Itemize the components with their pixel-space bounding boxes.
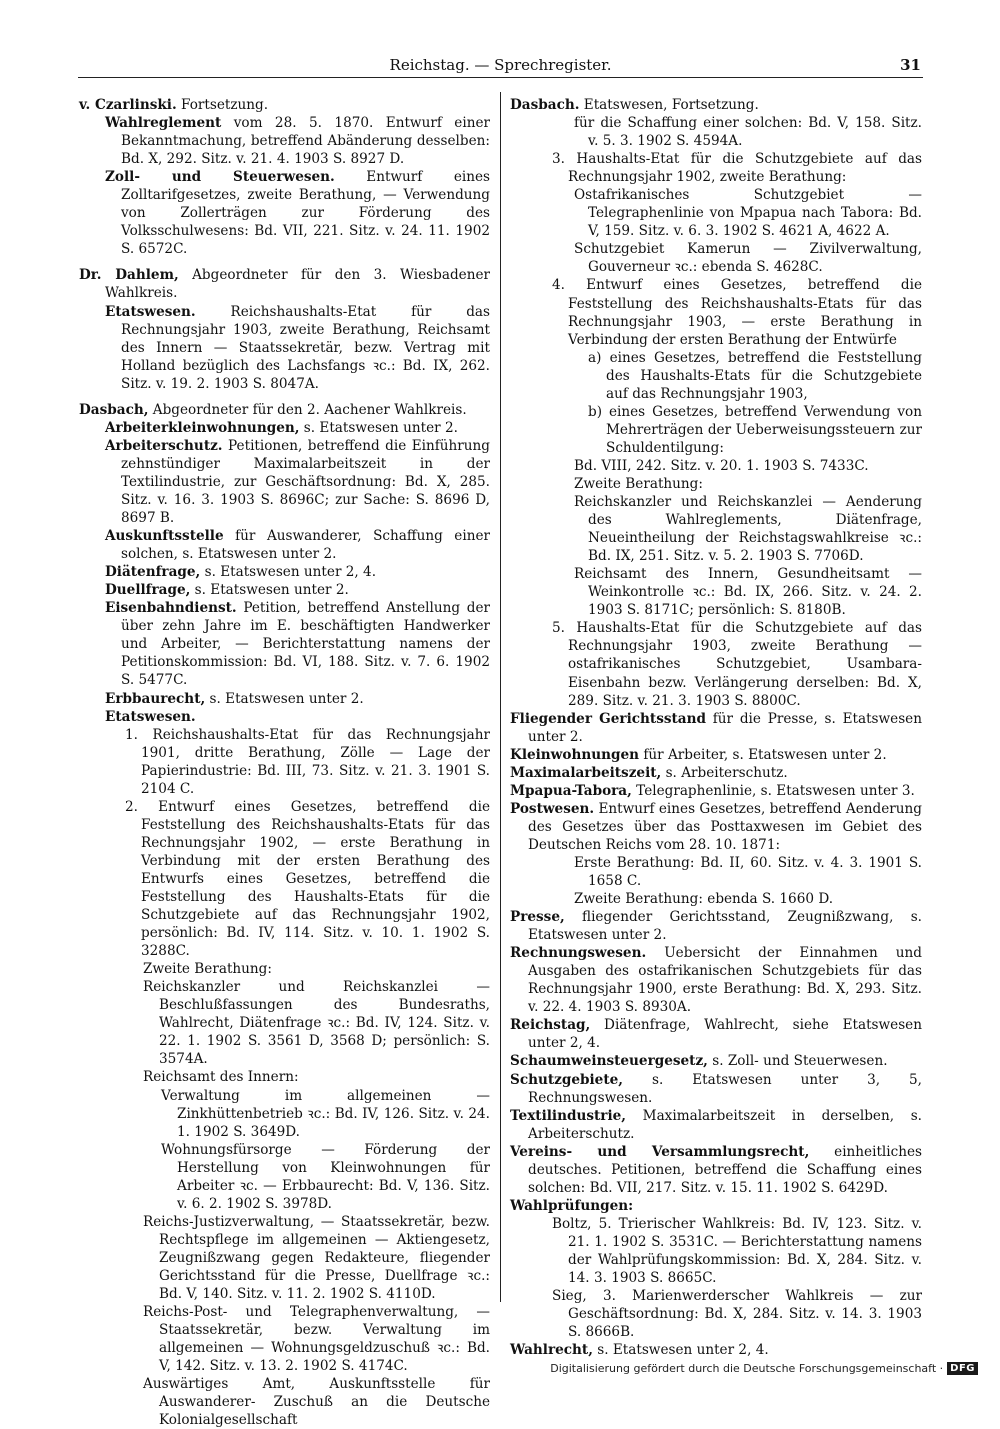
register-entry	[510, 475, 922, 493]
register-entry	[510, 1287, 922, 1341]
entry-text: 4. Entwurf eines Gesetzes, betreffend die Feststellung des Reichshaushalts-Etats für das Rechnungsjahr 1903, — erste Berathung in Verbindung der ersten Berathung der Entwürfe	[552, 277, 922, 348]
entry-text: s. Etatswesen unter 3, 5, Rechnungswesen.	[528, 1071, 922, 1106]
entry-text: 3. Haushalts-Etat für die Schutzgebiete auf das Rechnungsjahr 1902, zweite Berathung:	[552, 151, 922, 186]
register-entry	[79, 798, 490, 960]
entry-heading: Vereins- und Versammlungsrecht,	[510, 1143, 810, 1160]
register-entry	[510, 114, 922, 150]
register-entry	[79, 1303, 490, 1375]
register-entry	[510, 150, 922, 186]
register-entry	[510, 1016, 922, 1052]
entry-text: b) eines Gesetzes, betreffend Verwendung von Mehrerträgen der Ueberweisungssteuern zur Schuldentilgung:	[588, 403, 922, 456]
register-entry	[79, 1141, 490, 1213]
register-entry	[510, 782, 922, 800]
entry-text: Maximalarbeitszeit in derselben, s. Arbeiterschutz.	[528, 1107, 922, 1142]
entry-text: für Arbeiter, s. Etatswesen unter 2.	[639, 746, 887, 763]
entry-heading: Wahlprüfungen:	[510, 1197, 634, 1214]
entry-heading: Mpapua-Tabora,	[510, 782, 632, 799]
register-entry	[510, 1215, 922, 1287]
entry-heading: Postwesen.	[510, 800, 595, 817]
register-entry	[79, 708, 490, 726]
register-entry	[510, 710, 922, 746]
entry-text: 1. Reichshaushalts-Etat für das Rechnungsjahr 1901, dritte Berathung, Zölle — Lage der Papierindustrie: Bd. III, 73. Sitz. v. 21. 3. 1901 S. 2104 C.	[125, 726, 490, 797]
entry-heading: Wahlreglement	[105, 115, 222, 132]
entry-text: Boltz, 5. Trierischer Wahlkreis: Bd. IV, 123. Sitz. v. 21. 1. 1902 S. 3531C. — Berichterstattung namens der Wahlprüfungskommission: Bd. X, 284. Sitz. v. 14. 3. 1903 S. 8665C.	[552, 1215, 922, 1287]
entry-text: Ostafrikanisches Schutzgebiet — Telegraphenlinie von Mpapua nach Tabora: Bd. V, 159. Sitz. v. 6. 3. 1902 S. 4621 A, 4622 A.	[574, 187, 922, 240]
entry-text: für die Schaffung einer solchen: Bd. V, 158. Sitz. v. 5. 3. 1902 S. 4594A.	[574, 115, 922, 150]
right-column	[510, 96, 922, 1359]
register-entry	[510, 186, 922, 240]
register-entry	[510, 854, 922, 890]
left-column	[79, 96, 490, 1429]
register-entry	[79, 978, 490, 1068]
entry-heading: Fliegender Gerichtsstand	[510, 710, 706, 727]
register-entry	[79, 1087, 490, 1141]
entry-text: für Auswanderer, Schaffung einer solchen, s. Etatswesen unter 2.	[121, 528, 490, 563]
register-entry	[510, 1052, 922, 1070]
entry-text: für die Presse, s. Etatswesen unter 2.	[528, 710, 922, 745]
register-entry	[510, 349, 922, 403]
entry-heading: Etatswesen.	[105, 303, 196, 320]
register-entry	[510, 764, 922, 782]
register-entry	[79, 726, 490, 798]
entry-heading: Eisenbahndienst.	[105, 600, 237, 617]
dfg-logo: DFG	[947, 1362, 978, 1375]
register-entry	[79, 114, 490, 168]
register-entry	[510, 908, 922, 944]
entry-text: Zweite Berathung:	[143, 961, 272, 978]
register-entry	[79, 690, 490, 708]
register-entry	[510, 240, 922, 276]
register-entry	[510, 1341, 922, 1359]
entry-text: Entwurf eines Gesetzes, betreffend Aenderung des Gesetzes über das Posttaxwesen im Gebiet des Deutschen Reichs vom 28. 10. 1871:	[528, 800, 922, 853]
entry-heading: Diätenfrage,	[105, 564, 201, 581]
entry-heading: Duellfrage,	[105, 582, 191, 599]
entry-text: Uebersicht der Einnahmen und Ausgaben des ostafrikanischen Schutzgebiets für das Rechnungsjahr 1900, erste Berathung: Bd. X, 293. Sitz. v. 22. 4. 1903 S. 8930A.	[528, 945, 922, 1016]
entry-heading: Reichstag,	[510, 1017, 591, 1034]
entry-text: Abgeordneter für den 3. Wiesbadener Wahlkreis.	[105, 267, 490, 302]
register-entry	[79, 401, 490, 419]
entry-heading: Dr. Dahlem,	[79, 267, 179, 284]
entry-heading: Schaumweinsteuergesetz,	[510, 1053, 708, 1070]
register-entry	[79, 527, 490, 563]
page-header	[78, 55, 923, 78]
register-entry	[79, 581, 490, 599]
entry-text: s. Etatswesen unter 2.	[299, 419, 458, 436]
running-title: Reichstag. — Sprechregister.	[389, 56, 612, 74]
funding-note: Digitalisierung gefördert durch die Deutsche Forschungsgemeinschaft ·	[550, 1362, 944, 1375]
register-entry	[510, 1107, 922, 1143]
entry-text: Reichs-Justizverwaltung, — Staatssekretär, bezw. Rechtspflege im allgemeinen — Aktiengesetz, Zeugnißzwang gegen Redakteure, fliegender Gerichtsstand für die Presse, Duellfrage ꝛc.: Bd. V, 140. Sitz. v. 11. 2. 1902 S. 4110D.	[143, 1213, 490, 1303]
entry-text: Reichskanzler und Reichskanzlei — Beschlußfassungen des Bundesraths, Wahlrecht, Diätenfrage ꝛc.: Bd. IV, 124. Sitz. v. 22. 1. 1902 S. 3561 D, 3568 D; persönlich: S. 3574A.	[143, 979, 490, 1068]
entry-heading: Presse,	[510, 909, 565, 926]
entry-text: Bd. VIII, 242. Sitz. v. 20. 1. 1903 S. 7433C.	[574, 457, 869, 474]
entry-text: Erste Berathung: Bd. II, 60. Sitz. v. 4. 3. 1901 S. 1658 C.	[574, 854, 922, 890]
register-entry	[510, 457, 922, 475]
page-number: 31	[900, 56, 921, 74]
register-entry	[79, 1375, 490, 1429]
entry-text: Schutzgebiet Kamerun — Zivilverwaltung, Gouverneur ꝛc.: ebenda S. 4628C.	[574, 241, 922, 276]
entry-heading: Textilindustrie,	[510, 1107, 626, 1124]
entry-text: vom 28. 5. 1870. Entwurf einer Bekanntmachung, betreffend Abänderung desselben: Bd. X, 292. Sitz. v. 21. 4. 1903 S. 8927 D.	[121, 115, 490, 168]
entry-text: Reichs-Post- und Telegraphenverwaltung, — Staatssekretär, bezw. Verwaltung im allgemeinen — Wohnungsgeldzuschuß ꝛc.: Bd. V, 142. Sitz. v. 13. 2. 1902 S. 4174C.	[143, 1304, 490, 1375]
register-entry	[510, 96, 922, 114]
entry-gap	[79, 393, 490, 401]
register-entry	[510, 1197, 922, 1215]
entry-heading: Auskunftsstelle	[105, 528, 224, 545]
entry-text: Sieg, 3. Marienwerderscher Wahlkreis — zur Geschäftsordnung: Bd. X, 284. Sitz. v. 14. 3. 1903 S. 8666B.	[552, 1288, 922, 1341]
entry-text: 2. Entwurf eines Gesetzes, betreffend die Feststellung des Reichshaushalts-Etats für das Rechnungsjahr 1902, — erste Berathung in Verbindung mit der ersten Berathung des Entwurfs eines Gesetzes, betreffend die Feststellung des Haushalts-Etats für die Schutzgebiete auf das Rechnungsjahr 1902, persönlich: Bd. IV, 114. Sitz. v. 10. 1. 1902 S. 3288C.	[125, 798, 490, 960]
entry-text: Telegraphenlinie, s. Etatswesen unter 3.	[631, 782, 915, 799]
register-entry	[510, 1071, 922, 1107]
entry-text: fliegender Gerichtsstand, Zeugnißzwang, s. Etatswesen unter 2.	[528, 909, 922, 944]
entry-text: Petitionen, betreffend die Einführung zehnstündiger Maximalarbeitszeit in der Textilindustrie, zur Geschäftsordnung: Bd. X, 285. Sitz. v. 16. 3. 1903 S. 8696C; zur Sache: S. 8696 D, 8697 B.	[121, 437, 490, 527]
entry-text: einheitliches deutsches. Petitionen, betreffend die Schaffung eines solchen: Bd. VII, 217. Sitz. v. 15. 11. 1902 S. 6429D.	[528, 1143, 923, 1196]
entry-text: Verwaltung im allgemeinen — Zinkhüttenbetrieb ꝛc.: Bd. IV, 126. Sitz. v. 24. 1. 1902 S. 3649D.	[161, 1087, 490, 1140]
entry-text: Entwurf eines Zolltarifgesetzes, zweite Berathung, — Verwendung von Zollerträgen zur Förderung des Volksschulwesens: Bd. VII, 221. Sitz. v. 24. 11. 1902 S. 6572C.	[121, 169, 490, 258]
entry-text: Diätenfrage, Wahlrecht, siehe Etatswesen unter 2, 4.	[528, 1017, 922, 1052]
register-entry	[510, 890, 922, 908]
entry-text: s. Zoll- und Steuerwesen.	[707, 1053, 888, 1070]
entry-text: Reichsamt des Innern, Gesundheitsamt — Weinkontrolle ꝛc.: Bd. IX, 266. Sitz. v. 24. 2. 1903 S. 8171C; persönlich: S. 8180B.	[574, 566, 922, 619]
entry-text: s. Etatswesen unter 2, 4.	[200, 564, 377, 581]
entry-heading: Dasbach.	[510, 97, 580, 113]
entry-text: Petition, betreffend Anstellung der über zehn Jahre im E. beschäftigten Handwerker und Arbeiter, — Berichterstattung namens der Petitionskommission: Bd. VI, 188. Sitz. v. 7. 6. 1902 S. 5477C.	[121, 600, 490, 689]
register-entry	[510, 565, 922, 619]
entry-heading: Kleinwohnungen	[510, 746, 640, 763]
register-entry	[79, 266, 490, 302]
entry-text: Abgeordneter für den 2. Aachener Wahlkreis.	[148, 401, 467, 418]
entry-text: Wohnungsfürsorge — Förderung der Herstellung von Kleinwohnungen für Arbeiter ꝛc. — Erbbaurecht: Bd. V, 136. Sitz. v. 6. 2. 1902 S. 3978D.	[161, 1141, 490, 1212]
register-entry	[510, 619, 922, 709]
entry-text: Reichsamt des Innern:	[143, 1069, 299, 1086]
register-entry	[79, 168, 490, 258]
entry-text: Zweite Berathung:	[574, 475, 703, 492]
register-entry	[510, 746, 922, 764]
entry-text: a) eines Gesetzes, betreffend die Feststellung des Haushalts-Etats für die Schutzgebiete auf das Rechnungsjahr 1903,	[588, 349, 922, 402]
entry-text: Fortsetzung.	[176, 97, 269, 113]
entry-heading: Arbeiterschutz.	[105, 437, 223, 454]
entry-text: Reichskanzler und Reichskanzlei — Aenderung des Wahlreglements, Diätenfrage, Neueintheilung der Reichstagswahlkreise ꝛc.: Bd. IX, 251. Sitz. v. 5. 2. 1903 S. 7706D.	[574, 494, 922, 565]
register-entry	[79, 303, 490, 393]
register-entry	[79, 1068, 490, 1086]
entry-text: s. Etatswesen unter 2, 4.	[592, 1342, 769, 1359]
register-entry	[510, 276, 922, 348]
entry-text: Auswärtiges Amt, Auskunftsstelle für Auswanderer- Zuschuß an die Deutsche Kolonialgesellschaft	[143, 1376, 490, 1429]
entry-heading: Dasbach,	[79, 401, 149, 418]
entry-heading: Maximalarbeitszeit,	[510, 764, 662, 781]
entry-gap	[79, 258, 490, 266]
entry-heading: Wahlrecht,	[510, 1342, 593, 1359]
register-entry	[510, 944, 922, 1016]
entry-heading: Rechnungswesen.	[510, 945, 647, 962]
entry-text: s. Etatswesen unter 2.	[190, 582, 349, 599]
register-entry	[79, 96, 490, 114]
entry-heading: Zoll- und Steuerwesen.	[105, 169, 335, 186]
entry-text: Zweite Berathung: ebenda S. 1660 D.	[574, 891, 834, 908]
page-footer	[550, 1362, 978, 1375]
column-divider	[500, 92, 501, 1302]
entry-heading: Etatswesen.	[105, 708, 196, 725]
entry-text: Reichshaushalts-Etat für das Rechnungsjahr 1903, zweite Berathung, Reichsamt des Innern — Staatssekretär, bezw. Vertrag mit Holland bezüglich des Lachsfangs ꝛc.: Bd. IX, 262. Sitz. v. 19. 2. 1903 S. 8047A.	[121, 303, 490, 392]
entry-heading: v. Czarlinski.	[79, 97, 177, 113]
entry-text: Etatswesen, Fortsetzung.	[579, 97, 759, 113]
register-entry	[79, 960, 490, 978]
entry-text: s. Arbeiterschutz.	[661, 764, 788, 781]
register-entry	[79, 419, 490, 437]
register-entry	[510, 493, 922, 565]
register-entry	[79, 599, 490, 689]
register-entry	[510, 1143, 922, 1197]
entry-heading: Arbeiterkleinwohnungen,	[105, 419, 300, 436]
register-entry	[510, 403, 922, 457]
entry-heading: Erbbaurecht,	[105, 690, 206, 707]
register-entry	[79, 437, 490, 527]
register-entry	[510, 800, 922, 854]
register-entry	[79, 1213, 490, 1303]
entry-heading: Schutzgebiete,	[510, 1071, 623, 1088]
entry-text: 5. Haushalts-Etat für die Schutzgebiete auf das Rechnungsjahr 1903, zweite Berathung — ostafrikanisches Schutzgebiet, Usambara-Eisenbahn bezw. Verlängerung derselben: Bd. X, 289. Sitz. v. 21. 3. 1903 S. 8800C.	[552, 620, 922, 709]
register-entry	[79, 563, 490, 581]
entry-text: s. Etatswesen unter 2.	[205, 690, 364, 707]
